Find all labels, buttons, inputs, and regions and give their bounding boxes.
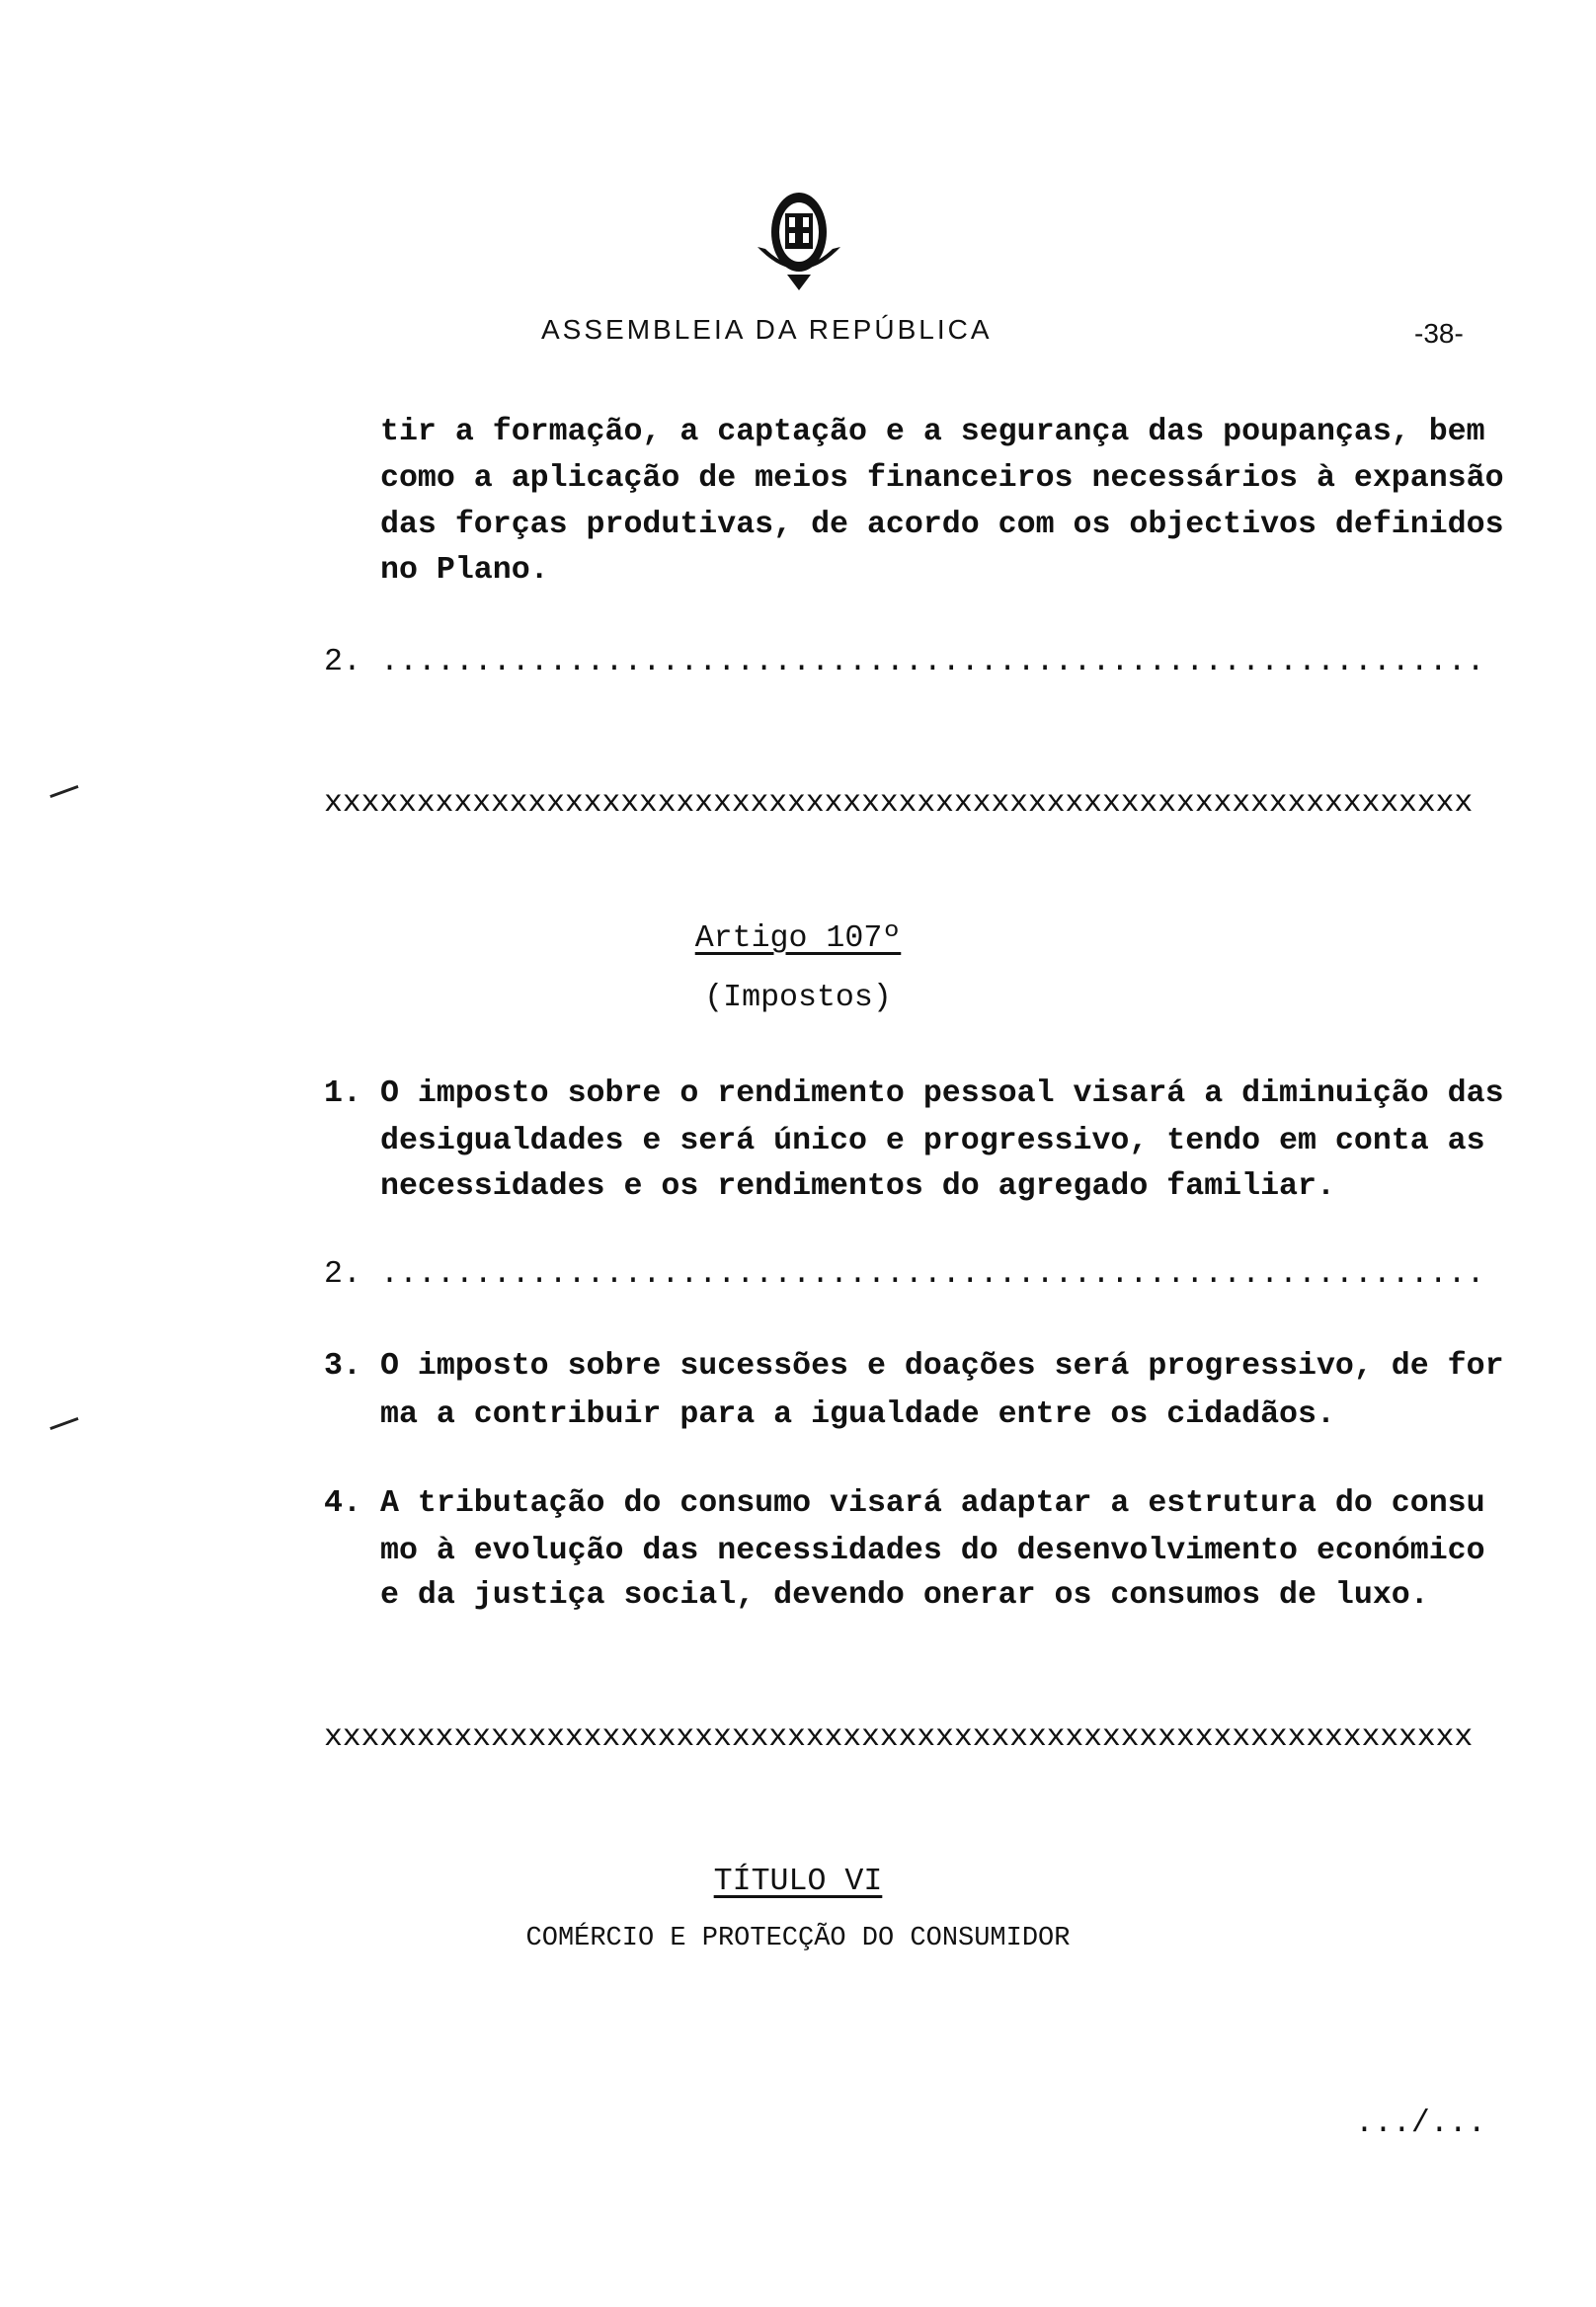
separator-line: xxxxxxxxxxxxxxxxxxxxxxxxxxxxxxxxxxxxxxxxxxxxxxxxxxxxxxxxxxxxxx (324, 1720, 1474, 1755)
intro-line: como a aplicação de meios financeiros necessários à expansão (380, 461, 1504, 496)
item-line: mo à evolução das necessidades do desenvolvimento económico (380, 1534, 1485, 1568)
item-line: O imposto sobre o rendimento pessoal visará a diminuição das (380, 1076, 1504, 1111)
item-line: necessidades e os rendimentos do agregado familiar. (380, 1169, 1335, 1204)
separator-line: xxxxxxxxxxxxxxxxxxxxxxxxxxxxxxxxxxxxxxxxxxxxxxxxxxxxxxxxxxxxxx (324, 786, 1474, 821)
title-heading (0, 1867, 1596, 1898)
item-line: ma a contribuir para a igualdade entre os cidadãos. (380, 1397, 1335, 1432)
page-number: -38- (1414, 318, 1464, 349)
intro-line: das forças produtivas, de acordo com os objectivos definidos (380, 508, 1504, 542)
scan-artifact (49, 1417, 78, 1430)
item-dots: ........................................................... (380, 1257, 1485, 1292)
item-number: 2. (324, 1257, 361, 1292)
scan-artifact (49, 785, 78, 798)
intro-line: no Plano. (380, 553, 549, 588)
institution-header: ASSEMBLEIA DA REPÚBLICA (541, 314, 993, 345)
item-line: A tributação do consumo visará adaptar a estrutura do consu (380, 1486, 1485, 1521)
item-number: 1. (324, 1076, 361, 1111)
article-subtitle: (Impostos) (704, 981, 892, 1015)
item-number: 3. (324, 1349, 361, 1384)
coat-of-arms-emblem (748, 188, 850, 291)
article-title-text: Artigo 107º (694, 921, 902, 956)
item-line: O imposto sobre sucessões e doações será progressivo, de for (380, 1349, 1504, 1384)
omitted-dots: ........................................................... (380, 645, 1485, 679)
intro-line: tir a formação, a captação e a segurança das poupanças, bem (380, 415, 1485, 449)
item-number: 4. (324, 1486, 361, 1521)
title-heading-text: TÍTULO VI (713, 1865, 883, 1899)
title-subheading: COMÉRCIO E PROTECÇÃO DO CONSUMIDOR (525, 1924, 1071, 1953)
item-line: e da justiça social, devendo onerar os consumos de luxo. (380, 1578, 1429, 1613)
article-title (0, 923, 1596, 955)
omitted-number: 2. (324, 645, 361, 679)
continuation-mark: .../... (1355, 2107, 1486, 2141)
item-line: desigualdades e será único e progressivo, tendo em conta as (380, 1124, 1485, 1158)
